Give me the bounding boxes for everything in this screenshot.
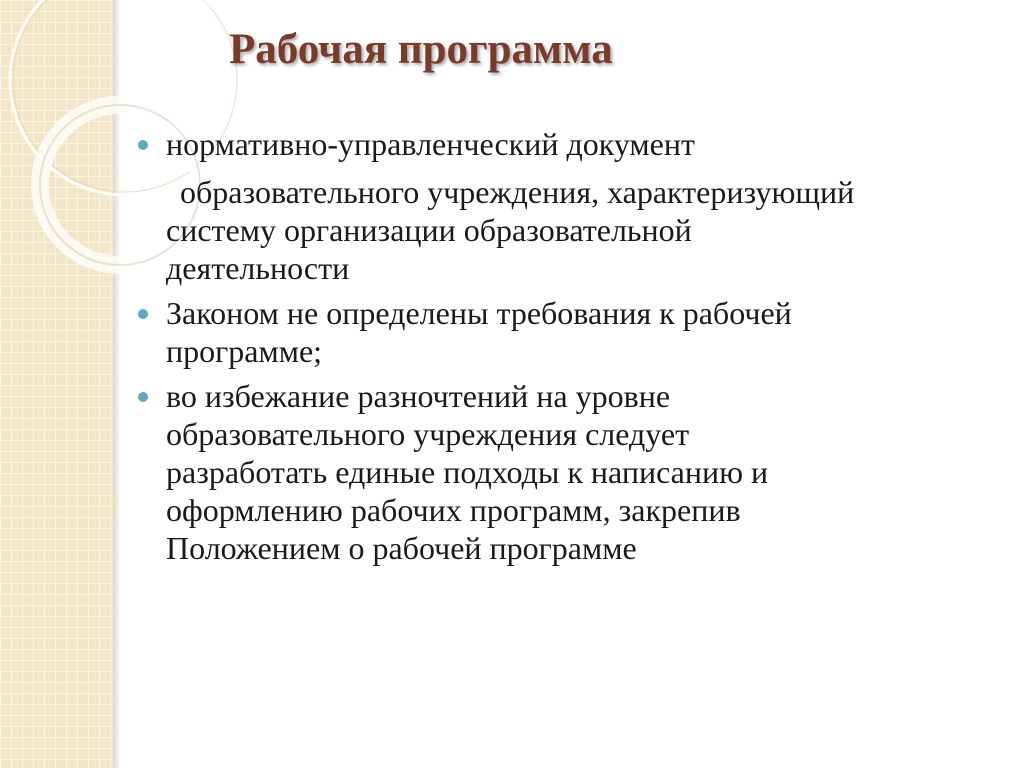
list-item-line: образовательного учреждения, характеризующий: [180, 174, 855, 210]
list-item-line: деятельности: [166, 250, 350, 286]
list-item-line: нормативно-управленческий документ: [166, 126, 695, 162]
bullet-dot-icon: [138, 140, 148, 150]
slide-title: Рабочая программа: [229, 26, 613, 73]
list-item-line: программе;: [166, 333, 323, 369]
bullet-dot-icon: [138, 309, 148, 319]
bullet-list: [138, 125, 1018, 567]
bullet-list-container: [138, 125, 1018, 567]
list-item: [138, 294, 1018, 370]
list-item-line: разработать единые подходы к написанию и: [166, 454, 769, 490]
list-item-line: Положением о рабочей программе: [166, 530, 637, 566]
list-item: [138, 377, 1018, 567]
list-item-line: образовательного учреждения следует: [166, 416, 690, 452]
list-item-line: систему организации образовательной: [166, 212, 692, 248]
bullet-dot-icon: [138, 392, 148, 402]
list-item-line: во избежание разночтений на уровне: [166, 378, 671, 414]
list-item-line: Законом не определены требования к рабочей: [166, 295, 792, 331]
list-item: [138, 125, 1018, 287]
list-item-line: оформлению рабочих программ, закрепив: [166, 492, 741, 528]
